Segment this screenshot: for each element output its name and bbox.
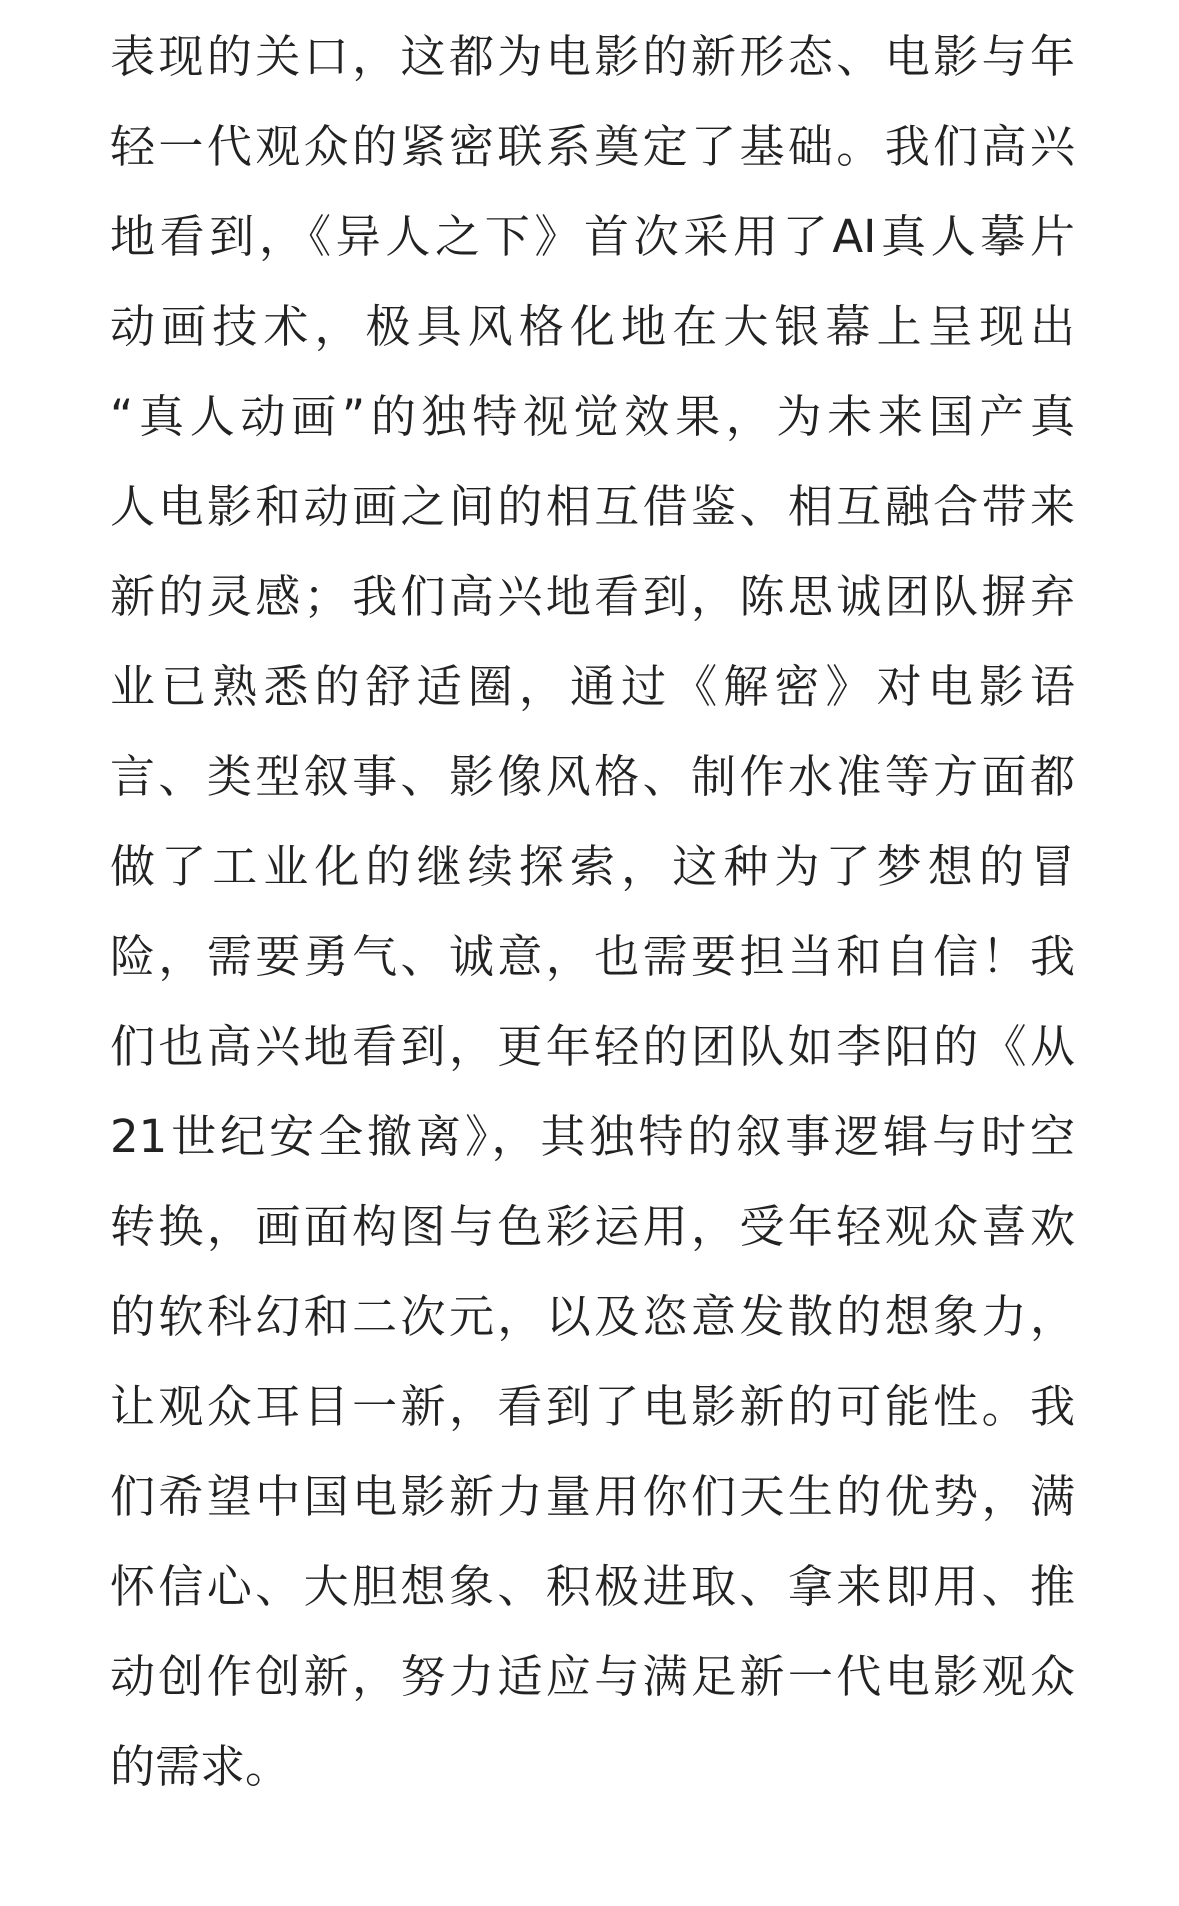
article-line: 让观众耳目一新，看到了电影新的可能性。我 [110,1380,1075,1433]
article-line: 的软科幻和二次元，以及恣意发散的想象力， [110,1290,1075,1343]
article-body [110,12,1075,1812]
article-line: 地看到，《异人之下》首次采用了AI真人摹片 [110,210,1075,263]
article-line: 新的灵感；我们高兴地看到，陈思诚团队摒弃 [110,570,1075,623]
article-line: 21世纪安全撤离》，其独特的叙事逻辑与时空 [110,1110,1075,1163]
article-line: 表现的关口，这都为电影的新形态、电影与年 [110,30,1075,83]
article-line: 们也高兴地看到，更年轻的团队如李阳的《从 [110,1020,1075,1073]
article-line: 转换，画面构图与色彩运用，受年轻观众喜欢 [110,1200,1075,1253]
article-line: 的需求。 [110,1740,291,1793]
article-line: “真人动画”的独特视觉效果，为未来国产真 [110,390,1075,443]
article-line: 人电影和动画之间的相互借鉴、相互融合带来 [110,480,1075,533]
article-line: 业已熟悉的舒适圈，通过《解密》对电影语 [110,660,1075,713]
article-line: 们希望中国电影新力量用你们天生的优势，满 [110,1470,1075,1523]
article-line: 怀信心、大胆想象、积极进取、拿来即用、推 [110,1560,1075,1613]
article-line: 险，需要勇气、诚意，也需要担当和自信！我 [110,930,1075,983]
article-line: 轻一代观众的紧密联系奠定了基础。我们高兴 [110,120,1075,173]
article-line: 动画技术，极具风格化地在大银幕上呈现出 [110,300,1075,353]
article-line: 动创作创新，努力适应与满足新一代电影观众 [110,1650,1075,1703]
article-line: 做了工业化的继续探索，这种为了梦想的冒 [110,840,1075,893]
article-line: 言、类型叙事、影像风格、制作水准等方面都 [110,750,1075,803]
